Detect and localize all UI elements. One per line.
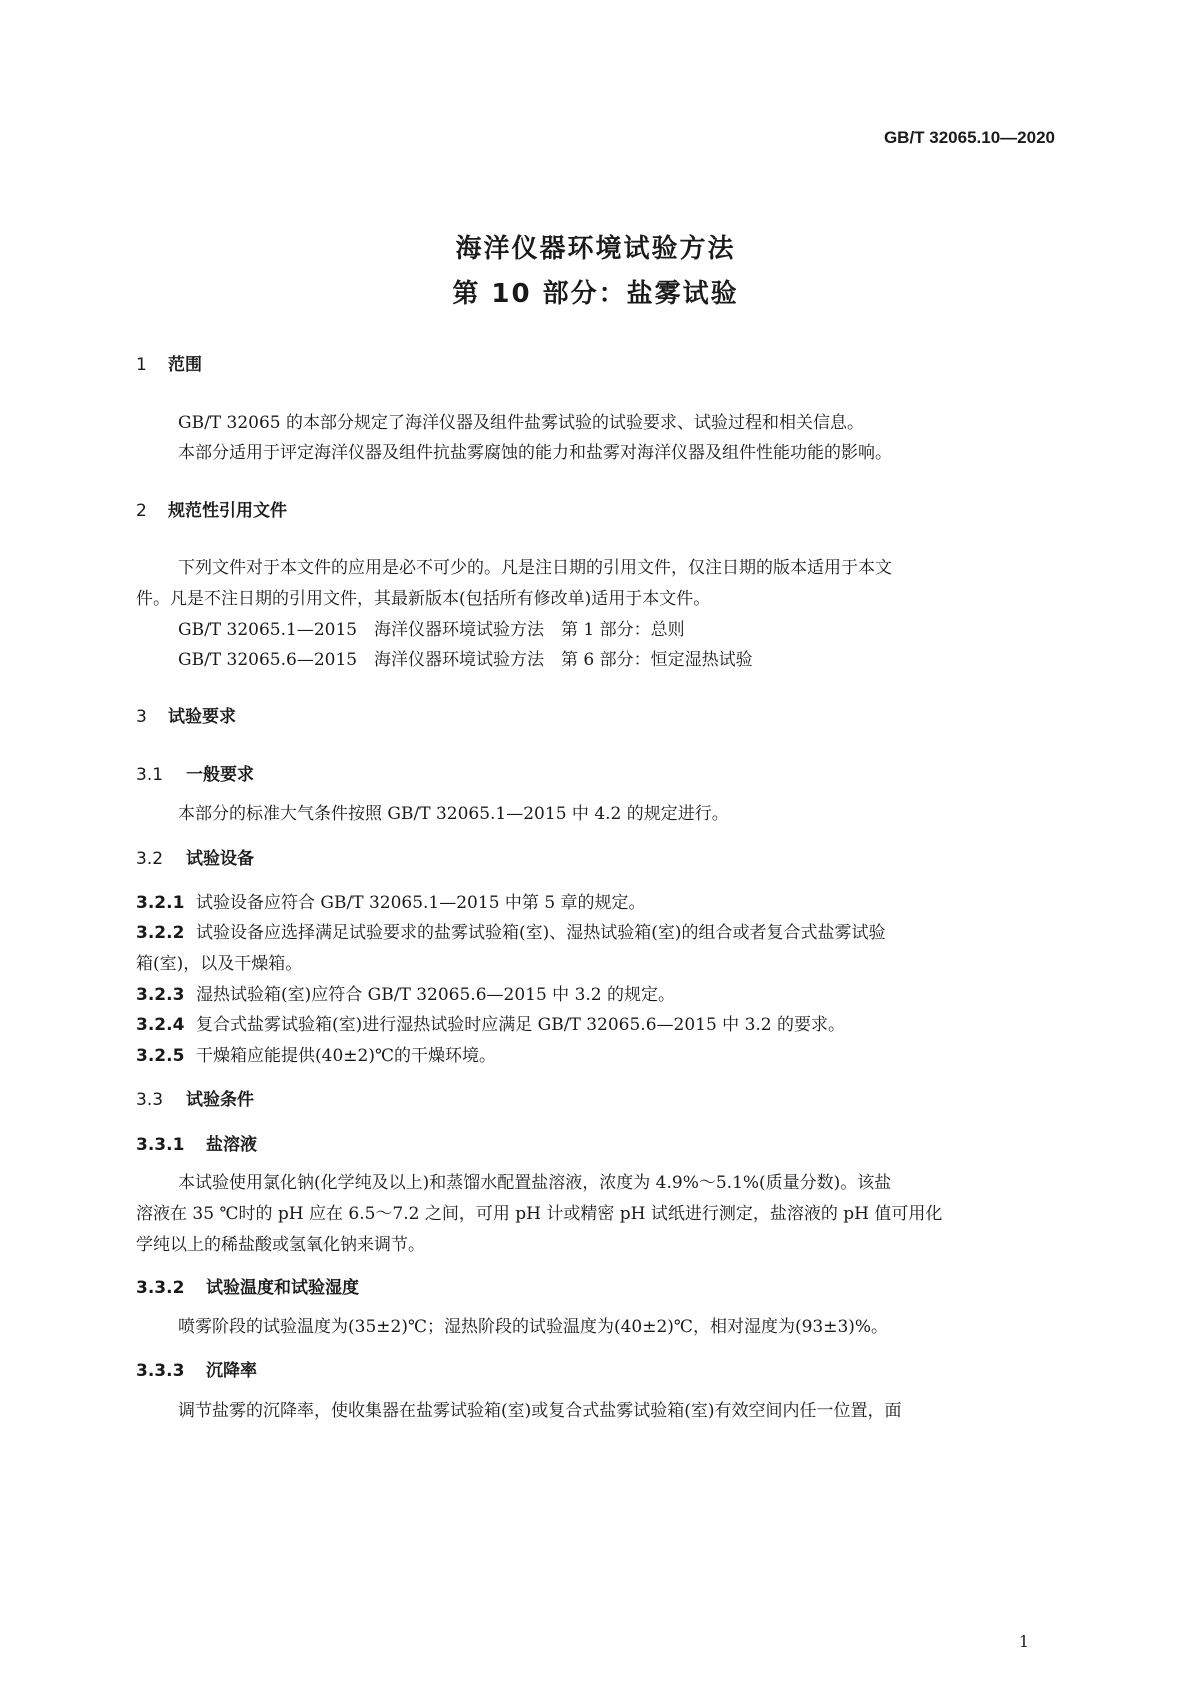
- subsection-3-3-heading: [136, 1085, 254, 1110]
- clause-item: [136, 1041, 496, 1066]
- section-number: 3.3.1: [136, 1135, 185, 1155]
- paragraph: 溶液在 35 ℃时的 pH 应在 6.5～7.2 之间，可用 pH 计或精密 pH 试纸进行测定，盐溶液的 pH 值可用化: [136, 1204, 943, 1224]
- section-title: 试验要求: [168, 707, 236, 727]
- reference-code: GB/T 32065.1—2015: [178, 620, 358, 640]
- section-number: 3.3: [136, 1090, 164, 1110]
- page-number: 1: [1018, 1632, 1029, 1651]
- section-number: 3: [136, 707, 147, 727]
- paragraph: 本部分的标准大气条件按照 GB/T 32065.1—2015 中 4.2 的规定进行。: [178, 804, 729, 824]
- reference-item: [178, 645, 753, 670]
- section-title: 规范性引用文件: [168, 501, 287, 521]
- section-3-heading: [136, 702, 236, 727]
- subsection-3-3-1-heading: [136, 1130, 257, 1155]
- clause-number: 3.2.2: [136, 923, 185, 943]
- paragraph: 本试验使用氯化钠(化学纯及以上)和蒸馏水配置盐溶液，浓度为 4.9%～5.1%(质量分数)。该盐: [178, 1173, 892, 1193]
- paragraph: 下列文件对于本文件的应用是必不可少的。凡是注日期的引用文件，仅注日期的版本适用于本文: [178, 558, 892, 578]
- clause-text: 干燥箱应能提供(40±2)℃的干燥环境。: [196, 1046, 496, 1066]
- section-title: 沉降率: [206, 1361, 257, 1381]
- clause-text: 试验设备应符合 GB/T 32065.1—2015 中第 5 章的规定。: [196, 893, 646, 913]
- reference-item: [178, 615, 685, 640]
- reference-code: GB/T 32065.6—2015: [178, 650, 358, 670]
- section-1-heading: [136, 350, 202, 375]
- doc-title-line2: 第 10 部分：盐雾试验: [452, 279, 739, 309]
- reference-title: 海洋仪器环境试验方法 第 6 部分：恒定湿热试验: [374, 650, 753, 670]
- subsection-3-1-heading: [136, 760, 254, 785]
- section-2-heading: [136, 496, 287, 521]
- section-title: 一般要求: [186, 765, 254, 785]
- section-number: 3.1: [136, 765, 164, 785]
- clause-item: [136, 888, 646, 913]
- clause-text: 复合式盐雾试验箱(室)进行湿热试验时应满足 GB/T 32065.6—2015 中 3.2 的要求。: [196, 1015, 846, 1035]
- paragraph: 喷雾阶段的试验温度为(35±2)℃；湿热阶段的试验温度为(40±2)℃，相对湿度为(93±3)%。: [178, 1317, 889, 1337]
- clause-item: [136, 1010, 845, 1035]
- paragraph: 调节盐雾的沉降率，使收集器在盐雾试验箱(室)或复合式盐雾试验箱(室)有效空间内任一位置，面: [178, 1401, 902, 1421]
- paragraph: 本部分适用于评定海洋仪器及组件抗盐雾腐蚀的能力和盐雾对海洋仪器及组件性能功能的影响。: [178, 443, 892, 463]
- section-number: 3.3.3: [136, 1361, 185, 1381]
- clause-number: 3.2.1: [136, 893, 185, 913]
- section-number: 1: [136, 355, 147, 375]
- section-title: 试验温度和试验湿度: [206, 1278, 359, 1298]
- clause-continuation: 箱(室)，以及干燥箱。: [136, 954, 303, 974]
- clause-number: 3.2.5: [136, 1046, 185, 1066]
- reference-title: 海洋仪器环境试验方法 第 1 部分：总则: [374, 620, 685, 640]
- doc-title-line1: 海洋仪器环境试验方法: [455, 234, 736, 264]
- paragraph: GB/T 32065 的本部分规定了海洋仪器及组件盐雾试验的试验要求、试验过程和相关信息。: [178, 413, 865, 433]
- clause-item: [136, 980, 675, 1005]
- clause-text: 试验设备应选择满足试验要求的盐雾试验箱(室)、湿热试验箱(室)的组合或者复合式盐雾试验: [196, 923, 886, 943]
- section-number: 3.3.2: [136, 1278, 185, 1298]
- clause-item: [136, 918, 886, 943]
- section-title: 试验条件: [186, 1090, 254, 1110]
- section-title: 盐溶液: [206, 1135, 257, 1155]
- paragraph: 学纯以上的稀盐酸或氢氧化钠来调节。: [136, 1235, 425, 1255]
- section-title: 范围: [168, 355, 202, 375]
- paragraph: 件。凡是不注日期的引用文件，其最新版本(包括所有修改单)适用于本文件。: [136, 589, 711, 609]
- clause-number: 3.2.3: [136, 985, 185, 1005]
- clause-text: 湿热试验箱(室)应符合 GB/T 32065.6—2015 中 3.2 的规定。: [196, 985, 676, 1005]
- subsection-3-3-3-heading: [136, 1356, 257, 1381]
- clause-number: 3.2.4: [136, 1015, 185, 1035]
- section-number: 2: [136, 501, 147, 521]
- subsection-3-3-2-heading: [136, 1273, 359, 1298]
- section-number: 3.2: [136, 849, 164, 869]
- standard-number: GB/T 32065.10—2020: [883, 128, 1055, 147]
- section-title: 试验设备: [186, 849, 254, 869]
- subsection-3-2-heading: [136, 844, 254, 869]
